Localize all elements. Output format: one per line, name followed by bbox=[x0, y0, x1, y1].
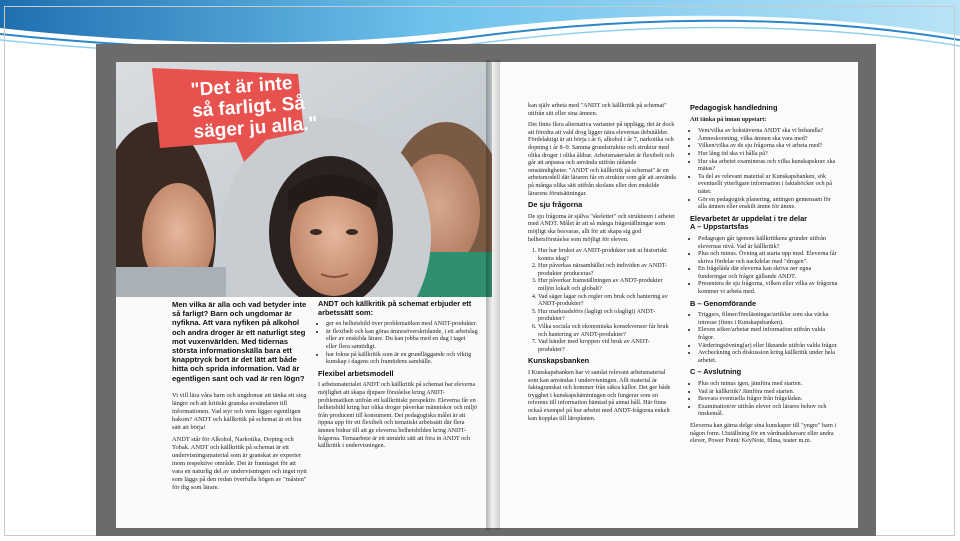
sub-heading: Att tänka på innan uppstart: bbox=[690, 115, 767, 123]
list-item: 1. Hur har bruket av ANDT-produkter sett ut historiskt kontra idag? bbox=[538, 247, 676, 262]
body-paragraph: kan själv arbeta med "ANDT och källkritik på schemat" utifrån sitt eller sina ämnen. bbox=[528, 102, 667, 117]
list-item: • Hur lång tid ska vi hålla på? bbox=[698, 150, 840, 158]
list-item: 4. Vad säger lagar och regler om bruk och hantering av ANDT-produkter? bbox=[538, 293, 676, 308]
pull-quote: "Det är inte så farligt. Så säger ju alla." bbox=[190, 72, 319, 143]
bullet-list bbox=[690, 127, 840, 211]
section-heading: Kunskapsbanken bbox=[528, 356, 590, 366]
body-paragraph: ANDT står för Alkohol, Narkotika, Doping och Tobak. ANDT och källkritik på schemat är ett undervisningsmaterial som är granskat av experter inom respektive område. Det är framtaget för att vara en naturlig del av undervisningen och inget nytt som läggs på den redan överfulla högen av "måsten" för dig som lärare. bbox=[172, 436, 307, 491]
middle-column bbox=[318, 300, 478, 454]
section-heading: Elevarbetet är uppdelat i tre delar bbox=[690, 213, 808, 223]
list-item: 7. Vad händer med kroppen vid bruk av ANDT-produkter? bbox=[538, 338, 676, 353]
section-heading: Flexibel arbetsmodell bbox=[318, 368, 394, 378]
list-item: • Gör en pedagogisk planering, antingen gemensam för alla ämnen eller enskilt ämne för ämne. bbox=[698, 196, 840, 211]
body-paragraph: De sju frågorna är själva "skelettet" och strukturen i arbetet med ANDT. Målet är att så många frågeställningar som möjligt ska besvaras, allt för att skapa sig god helhetsförståelse som möjligt för eleven. bbox=[528, 212, 675, 243]
phase-heading: C – Avslutning bbox=[690, 367, 742, 377]
intro-paragraph: Men vilka är alla och vad betyder inte så farligt? Barn och ungdomar är nyfikna. Att vara nyfiken på alkohol och andra droger är ett naturligt steg mot vuxenvärlden. Med tidernas största informationskälla bara ett knapptryck bort är det lätt att både hitta och sprida information. Vad är egentligen sant och vad är ren lögn? bbox=[172, 300, 307, 383]
bullet-list bbox=[690, 311, 840, 364]
list-item: • ger en helhetsbild över problematiken med ANDT-produkter. bbox=[326, 320, 478, 328]
list-item: 6. Vilka sociala och ekonomiska konsekvenser får bruk och hantering av ANDT-produkter? bbox=[538, 323, 676, 338]
list-item: • är flexibelt och kan göras ämnesöverskridande, i ett arbetslag eller av enskilda lärare. Du kan jobba med en dag i taget eller flera samtidigt. bbox=[326, 328, 478, 351]
list-item: • Besvara eventuella frågor från frågelådan. bbox=[698, 395, 840, 403]
list-item: • Värderingsövning(ar) eller liknande utifrån valda frågor. bbox=[698, 342, 840, 350]
section-heading: ANDT och källkritik på schemat erbjuder ett arbetssätt som: bbox=[318, 299, 472, 317]
list-item: • Ämneskorsning, vilka ämnen ska vara med? bbox=[698, 135, 840, 143]
list-item: • Eleven söker/arbetar med information utifrån valda frågor. bbox=[698, 326, 840, 341]
list-item: • Hur ska arbetet examineras och vilka kunskapskrav ska mätas? bbox=[698, 158, 840, 173]
right-column-1 bbox=[528, 102, 676, 426]
bullet-list bbox=[690, 235, 840, 296]
body-paragraph: I Kunskapsbanken har vi samlat relevant arbetsmaterial som kan användas i undervisningen. Allt material är faktagranskat och kommer från säkra källor. Det ger både trygghet i kunskapshämtningen och fungerar som en referens till information hämtad på annat håll. Här finns också exempel på hur arbetet med ANDT-frågorna enkelt kan kopplas till läroplanen. bbox=[528, 369, 671, 422]
list-item: 5. Hur marknadsförs (lagligt och olagligt) ANDT-produkter? bbox=[538, 308, 676, 323]
list-item: • En frågelåda där eleverna kan skriva ner egna funderingar och frågor gällande ANDT. bbox=[698, 265, 840, 280]
list-item: • Avcheckning och diskussion kring källkritik under hela arbetet. bbox=[698, 349, 840, 364]
list-item: • Triggers, filmer/föreläsningar/artiklar som ska väcka intresse (finns i Kunskapsbanken). bbox=[698, 311, 840, 326]
bullet-list bbox=[318, 320, 478, 366]
numbered-list bbox=[528, 247, 676, 353]
list-item: • Vem/vilka av bokstäverna ANDT ska vi behandla? bbox=[698, 127, 840, 135]
list-item: • Ta del av relevant material ur Kunskapsbanken, sök eventuellt ytterligare information i faktaböcker och på nätet. bbox=[698, 173, 840, 196]
body-paragraph: Eleverna kan gärna delge sina kunskaper till "yngre" barn i någon form. Utställning för en vårdnadshavare eller andra elever, Power Point/ KeyNote, filma, teater m.m. bbox=[690, 421, 837, 445]
list-item: • Plus och minus igen, jämföra med starten. bbox=[698, 380, 840, 388]
body-paragraph: Det finns flera alternativa varianter på upplägg, det är dock att föredra att vald drog ligger nära elevernas debutålder. Fördelaktigt är att börja i år 6, alkohol i år 7, narkotika och dopning i år 8–9. Samma grundstruktur och struktur med olika droger i olika åldrar. Arbetsmaterialet är flexibelt och går att anpassa och använda utifrån rådande omständigheter. "ANDT och källkritik på schemat" är en arbetsmodell där läraren får en struktur som går att använda på många olika sätt utifrån skolans eller den enskilde lärarens förutsättningar. bbox=[528, 121, 676, 197]
list-item: • Presentera de sju frågorna, vilken eller vilka av frågorna kommer vi arbeta med. bbox=[698, 280, 840, 295]
list-item: • Examination/er utifrån elever och lärares behov och önskemål. bbox=[698, 403, 840, 418]
list-item: 3. Hur påverkar framställningen av ANDT-produkter miljön lokalt och globalt? bbox=[538, 277, 676, 292]
list-item: • Vad är källkritik? Jämföra med starten. bbox=[698, 388, 840, 396]
left-column-body bbox=[172, 392, 308, 496]
list-item: • har fokus på källkritik som är en grundläggande och viktig kunskap i dagens och framtidens samhälle. bbox=[326, 351, 478, 366]
list-item: 2. Hur påverkas närsamhället och individen av ANDT-produkter produceras? bbox=[538, 262, 676, 277]
right-column-2 bbox=[690, 104, 840, 449]
phase-heading: A – Uppstartsfas bbox=[690, 222, 749, 232]
list-item: • Pedagogen går igenom källkritikens grunder utifrån elevernas nivå. Vad är källkritik? bbox=[698, 235, 840, 250]
magazine-spine bbox=[486, 60, 500, 530]
phase-heading: B – Genomförande bbox=[690, 298, 757, 308]
section-heading: De sju frågorna bbox=[528, 200, 583, 210]
section-heading: Pedagogisk handledning bbox=[690, 103, 778, 112]
list-item: • Vilken/vilka av de sju frågorna ska vi arbeta med? bbox=[698, 142, 840, 150]
body-paragraph: I arbetsmaterialet ANDT och källkritik på schemat har eleverna möjlighet att skapa djupare förståelse kring ANDT-problematiken utifrån ett källkritiskt perspektiv. Eleverna får en helhetsbild kring hur olika droger påverkar människor och miljö från producent till konsument. Det pedagogiska målet är att öppna upp för ett flexibelt och tematiskt arbetssätt där flera ämnen bidrar till att ge eleverna helhetsbilden kring ANDT-frågorna. Temaarbete är ett utmärkt sätt att föra in ANDT och källkritik i undervisningen. bbox=[318, 381, 478, 450]
bullet-list bbox=[690, 380, 840, 418]
list-item: • Plus och minus. Övning att starta upp med. Eleverna får skriva fördelar och nackdelar med "drogen". bbox=[698, 250, 840, 265]
body-paragraph: Vi vill lära våra barn och ungdomar att tänka ett steg längre och att kritiskt granska avsändaren till informationen. Vad styr och vem ligger egentligen bakom? ANDT och källkritik på schemat är ett bra sätt att börja! bbox=[172, 392, 307, 431]
